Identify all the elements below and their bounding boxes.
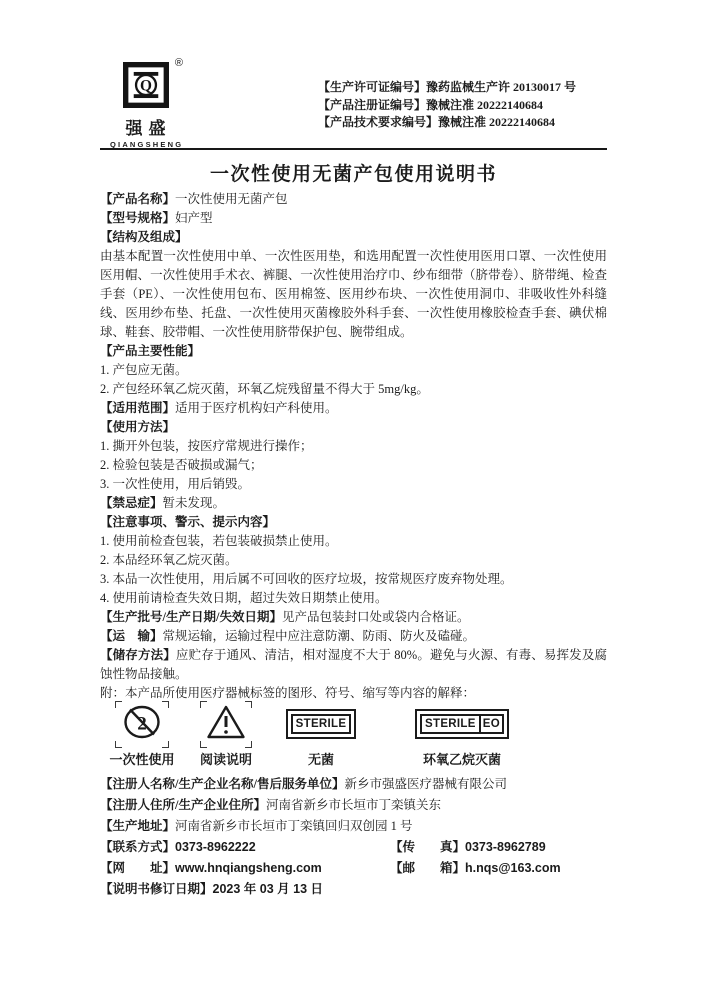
spec-line (100, 551, 607, 570)
spec-line (100, 247, 607, 342)
symbol-icon-wrap (415, 703, 509, 745)
spec-line (100, 380, 607, 399)
spec-text: 1. 撕开外包装，按医疗常规进行操作； (100, 439, 313, 453)
logo-name-en: QIANGSHENG (110, 140, 184, 149)
contact-cell (100, 816, 413, 837)
sterile-eo-icon (415, 709, 509, 739)
spec-line (100, 513, 607, 532)
spec-line (100, 532, 607, 551)
symbol-item (268, 703, 374, 768)
contact-row (100, 795, 607, 816)
logo-name-cn: 强盛 (125, 119, 172, 138)
contact-label: 【邮 箱】 (390, 861, 466, 875)
contact-label: 【注册人名称/生产企业名称/售后服务单位】 (100, 777, 345, 791)
contact-value: 0373-8962789 (465, 840, 546, 854)
sterile-text: STERILE (291, 714, 352, 734)
contact-cell (390, 858, 561, 879)
do-not-reuse-icon (115, 701, 169, 748)
spec-line (100, 589, 607, 608)
spec-label: 【运 输】 (100, 629, 163, 643)
symbol-label: 阅读说明 (199, 752, 252, 767)
spec-line (100, 684, 607, 703)
spec-text: 妇产型 (175, 211, 213, 225)
contact-row (100, 816, 607, 837)
spec-label: 【结构及组成】 (100, 230, 188, 244)
eo-text: EO (479, 714, 504, 734)
spec-text: 4. 使用前请检查失效日期，超过失效日期禁止使用。 (100, 591, 388, 605)
symbol-icon-wrap (200, 703, 252, 745)
symbol-icon-wrap (286, 703, 357, 745)
spec-text: 一次性使用无菌产包 (175, 192, 288, 206)
spec-line (100, 418, 607, 437)
contact-label: 【联系方式】 (100, 840, 176, 854)
contact-row (100, 774, 607, 795)
spec-line (100, 342, 607, 361)
spec-label: 【型号规格】 (100, 211, 176, 225)
contact-cell (100, 879, 323, 900)
spec-text: 应贮存于通风、清洁，相对湿度不大于 80%。避免与火源、有毒、易挥发及腐蚀性物品接触。 (100, 648, 607, 681)
spec-line (100, 399, 607, 418)
spec-body (100, 190, 607, 703)
sterile-text: STERILE (420, 714, 481, 734)
contact-value: 河南省新乡市长垣市丁栾镇回归双创园 1 号 (175, 819, 413, 833)
certificate-line: 【生产许可证编号】豫药监械生产许 20130017 号 (318, 80, 577, 94)
contact-cell (390, 837, 546, 858)
manufacturer-info (100, 774, 607, 900)
spec-line (100, 228, 607, 247)
contact-label: 【传 真】 (390, 840, 466, 854)
spec-text: 适用于医疗机构妇产科使用。 (175, 401, 338, 415)
contact-row (100, 858, 607, 879)
certificate-list (318, 79, 576, 132)
spec-line (100, 437, 607, 456)
spec-text: 1. 产包应无菌。 (100, 363, 188, 377)
symbol-item (374, 703, 550, 768)
symbol-icon-wrap (115, 703, 169, 745)
spec-text: 3. 本品一次性使用，用后属不可回收的医疗垃圾，按常规医疗废弃物处理。 (100, 572, 513, 586)
spec-line (100, 209, 607, 228)
contact-value: 河南省新乡市长垣市丁栾镇关东 (265, 798, 441, 812)
contact-value: 新乡市强盛医疗器械有限公司 (344, 777, 507, 791)
caution-icon (200, 701, 252, 748)
symbol-label: 环氧乙烷灭菌 (422, 752, 501, 767)
symbol-label: 无菌 (307, 752, 334, 767)
spec-line (100, 646, 607, 684)
logo-mark-icon (123, 57, 183, 113)
contact-cell (100, 774, 507, 795)
spec-text: 见产品包装封口处或袋内合格证。 (281, 610, 470, 624)
contact-label: 【说明书修订日期】 (100, 882, 213, 896)
spec-text: 2. 本品经环氧乙烷灭菌。 (100, 553, 238, 567)
spec-label: 【注意事项、警示、提示内容】 (100, 515, 276, 529)
spec-label: 【适用范围】 (100, 401, 176, 415)
contact-label: 【生产地址】 (100, 819, 176, 833)
symbols-legend (100, 706, 607, 768)
spec-label: 【产品名称】 (100, 192, 176, 206)
spec-text: 2. 检验包装是否破损或漏气； (100, 458, 263, 472)
certificate-line: 【产品注册证编号】豫械注准 20222140684 (318, 97, 544, 112)
spec-line (100, 456, 607, 475)
certificate-line: 【产品技术要求编号】豫械注准 20222140684 (318, 115, 556, 129)
contact-label: 【注册人住所/生产企业住所】 (100, 798, 266, 812)
contact-value: 2023 年 03 月 13 日 (212, 882, 323, 896)
symbol-item (100, 703, 184, 768)
contact-value: www.hnqiangsheng.com (175, 861, 322, 875)
svg-text:2: 2 (137, 713, 147, 734)
spec-line (100, 361, 607, 380)
contact-cell (100, 837, 390, 858)
spec-label: 【禁忌症】 (100, 496, 163, 510)
spec-text: 1. 使用前检查包装，若包装破损禁止使用。 (100, 534, 338, 548)
sterile-icon (286, 709, 357, 739)
spec-label: 【产品主要性能】 (100, 344, 201, 358)
spec-text: 3. 一次性使用，用后销毁。 (100, 477, 251, 491)
contact-row (100, 837, 607, 858)
spec-line (100, 475, 607, 494)
contact-cell (100, 858, 390, 879)
symbol-label: 一次性使用 (109, 752, 175, 767)
spec-label: 【生产批号/生产日期/失效日期】 (100, 610, 282, 624)
spec-line (100, 608, 607, 627)
spec-text: 常规运输，运输过程中应注意防潮、防雨、防火及磕碰。 (162, 629, 476, 643)
spec-line (100, 190, 607, 209)
page-title: 一次性使用无菌产包使用说明书 (209, 164, 497, 185)
spec-label: 【使用方法】 (100, 420, 176, 434)
contact-label: 【网 址】 (100, 861, 176, 875)
svg-text:Q: Q (140, 77, 152, 95)
spec-text: 暂未发现。 (162, 496, 226, 510)
contact-value: h.nqs@163.com (465, 861, 561, 875)
company-logo (110, 57, 184, 149)
contact-value: 0373-8962222 (175, 840, 256, 854)
spec-label: 【储存方法】 (100, 648, 176, 662)
contact-row (100, 879, 607, 900)
contact-cell (100, 795, 441, 816)
spec-text: 由基本配置一次性使用中单、一次性医用垫，和选用配置一次性使用医用口罩、一次性使用医用帽、一次性使用手术衣、裤腿、一次性使用治疗巾、纱布细带（脐带卷）、脐带绳、检查手套（PE）、一次性使用包布、医用棉签、医用纱布块、一次性使用洞巾、非吸收性外科缝线、医用纱布垫、托盘、一次性使用灭菌橡胶外科手套、一次性使用橡胶检查手套、碘伏棉球、鞋套、胶带帽、一次性使用脐带保护包、腕带组成。 (100, 249, 607, 339)
spec-text: 2. 产包经环氧乙烷灭菌，环氧乙烷残留量不得大于 5mg/kg。 (100, 382, 429, 396)
spec-text: 附：本产品所使用医疗器械标签的图形、符号、缩写等内容的解释： (100, 686, 476, 700)
header (100, 57, 607, 149)
spec-line (100, 494, 607, 513)
registered-trademark-symbol: ® (174, 57, 183, 69)
symbol-item (184, 703, 268, 768)
spec-line (100, 627, 607, 646)
spec-line (100, 570, 607, 589)
